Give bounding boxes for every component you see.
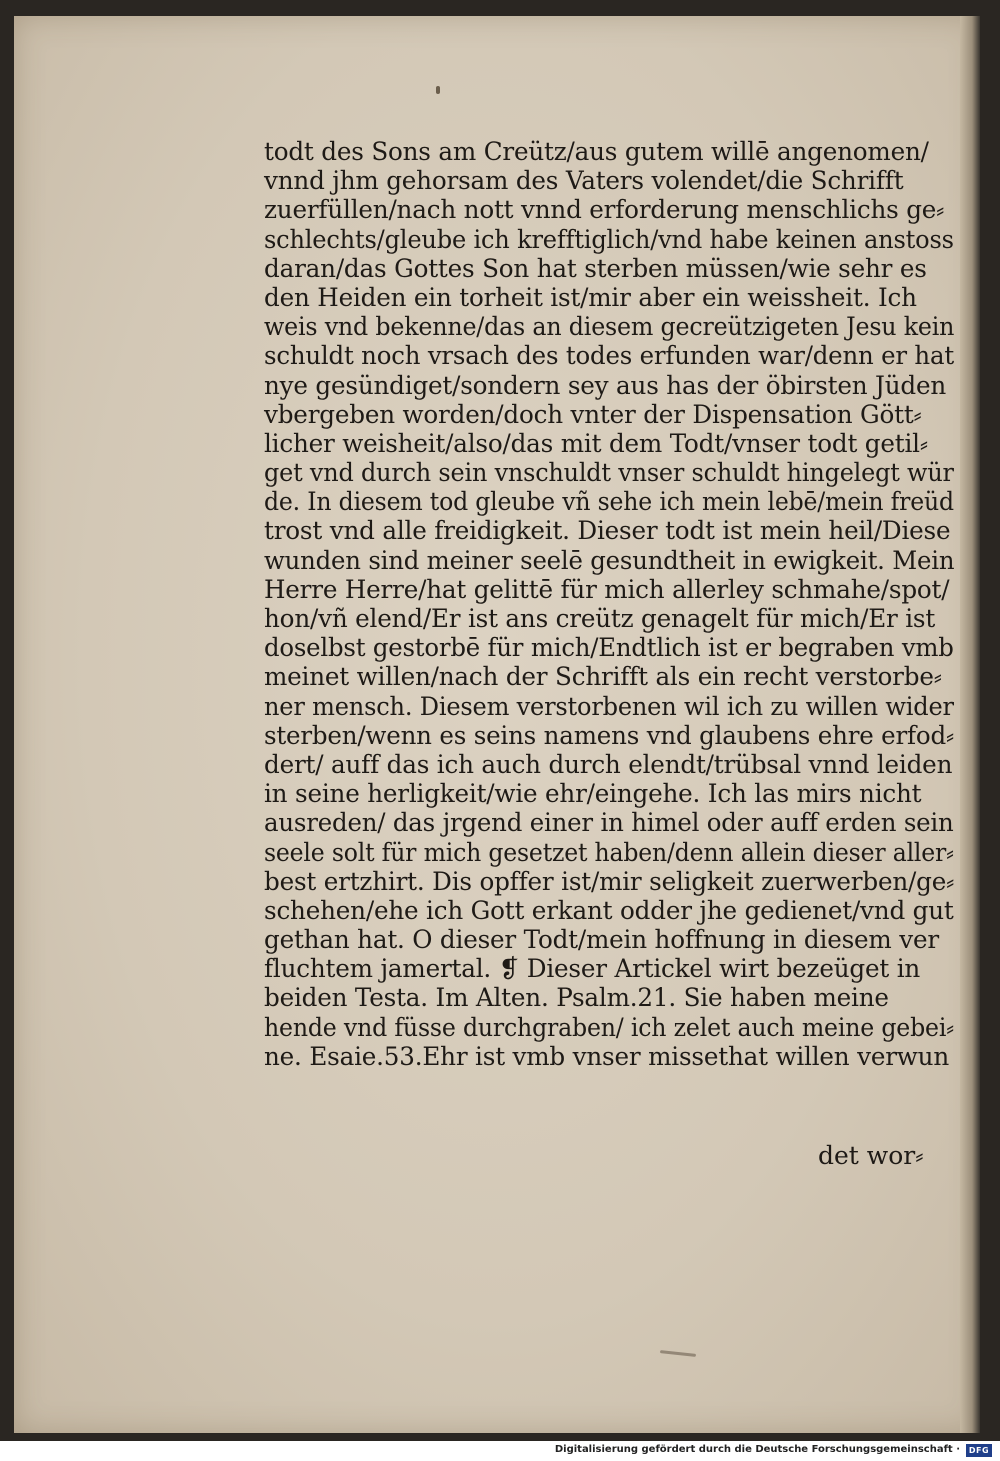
text-line: get vnd durch sein vnschuldt vnser schuldt hingelegt wür (264, 458, 954, 488)
text-line: gethan hat. O dieser Todt/mein hoffnung in diesem ver (264, 925, 939, 955)
text-line: schuldt noch vrsach des todes erfunden war/denn er hat (264, 341, 954, 371)
text-line: den Heiden ein torheit ist/mir aber ein weissheit. Ich (264, 282, 917, 312)
text-line: licher weisheit/also/das mit dem Todt/vnser todt getil⸗ (264, 428, 928, 458)
dfg-logo: DFG (966, 1444, 992, 1457)
text-line: wunden sind meiner seelē gesundtheit in ewigkeit. Mein (264, 545, 955, 575)
text-line: todt des Sons am Creütz/aus gutem willē angenomen/ (264, 137, 929, 166)
text-line: daran/das Gottes Son hat sterben müssen/wie sehr es (264, 253, 927, 283)
text-line: ausreden/ das jrgend einer in himel oder auff erden sein (264, 808, 954, 838)
catchword: det wor⸗ (818, 1141, 924, 1170)
text-line: best ertzhirt. Dis opffer ist/mir seligkeit zuerwerben/ge⸗ (264, 866, 955, 896)
footer-bar (0, 1441, 1000, 1461)
text-line: seele solt für mich gesetzet haben/denn allein dieser aller⸗ (264, 837, 954, 867)
text-line: hende vnd füsse durchgraben/ ich zelet auch meine gebei⸗ (264, 1012, 954, 1042)
text-line: schlechts/gleube ich krefftiglich/vnd habe keinen anstoss (264, 224, 954, 254)
body-text (264, 137, 964, 1071)
text-line: fluchtem jamertal. ❡ Dieser Artickel wirt bezeüget in (264, 954, 921, 984)
text-line: de. In diesem tod gleube vñ sehe ich mein lebē/mein freüd (264, 487, 954, 517)
text-line: meinet willen/nach der Schrifft als ein recht verstorbe⸗ (264, 662, 942, 692)
text-line: vbergeben worden/doch vnter der Dispensation Gött⸗ (264, 399, 922, 429)
text-line: vnnd jhm gehorsam des Vaters volendet/die Schrifft (264, 166, 904, 196)
text-line: hon/vñ elend/Er ist ans creütz genagelt für mich/Er ist (264, 604, 936, 633)
text-line: doselbst gestorbē für mich/Endtlich ist er begraben vmb (264, 633, 954, 663)
text-line: dert/ auff das ich auch durch elendt/trübsal vnnd leiden (264, 749, 953, 779)
text-line: Herre Herre/hat gelittē für mich allerley schmahe/spot/ (264, 574, 950, 604)
ink-mark (436, 86, 440, 94)
text-line: in seine herligkeit/wie ehr/eingehe. Ich las mirs nicht (264, 779, 922, 809)
text-line: nye gesündiget/sondern sey aus has der öbirsten Jüden (264, 370, 947, 400)
text-line: zuerfüllen/nach nott vnnd erforderung menschlichs ge⸗ (264, 195, 945, 225)
text-line: ne. Esaie.53.Ehr ist vmb vnser missethat willen verwun (264, 1041, 950, 1071)
text-line: beiden Testa. Im Alten. Psalm.21. Sie haben meine (264, 983, 889, 1013)
text-line: weis vnd bekenne/das an diesem gecreützigeten Jesu kein (264, 312, 955, 342)
text-line: schehen/ehe ich Gott erkant odder jhe gedienet/vnd gut (264, 895, 954, 925)
footer-credit: Digitalisierung gefördert durch die Deutsche Forschungsgemeinschaft · (554, 1444, 960, 1455)
text-line: sterben/wenn es seins namens vnd glaubens ehre erfod⸗ (264, 720, 954, 750)
text-line: ner mensch. Diesem verstorbenen wil ich zu willen wider (264, 691, 954, 721)
text-line: trost vnd alle freidigkeit. Dieser todt ist mein heil/Diese (264, 516, 951, 546)
